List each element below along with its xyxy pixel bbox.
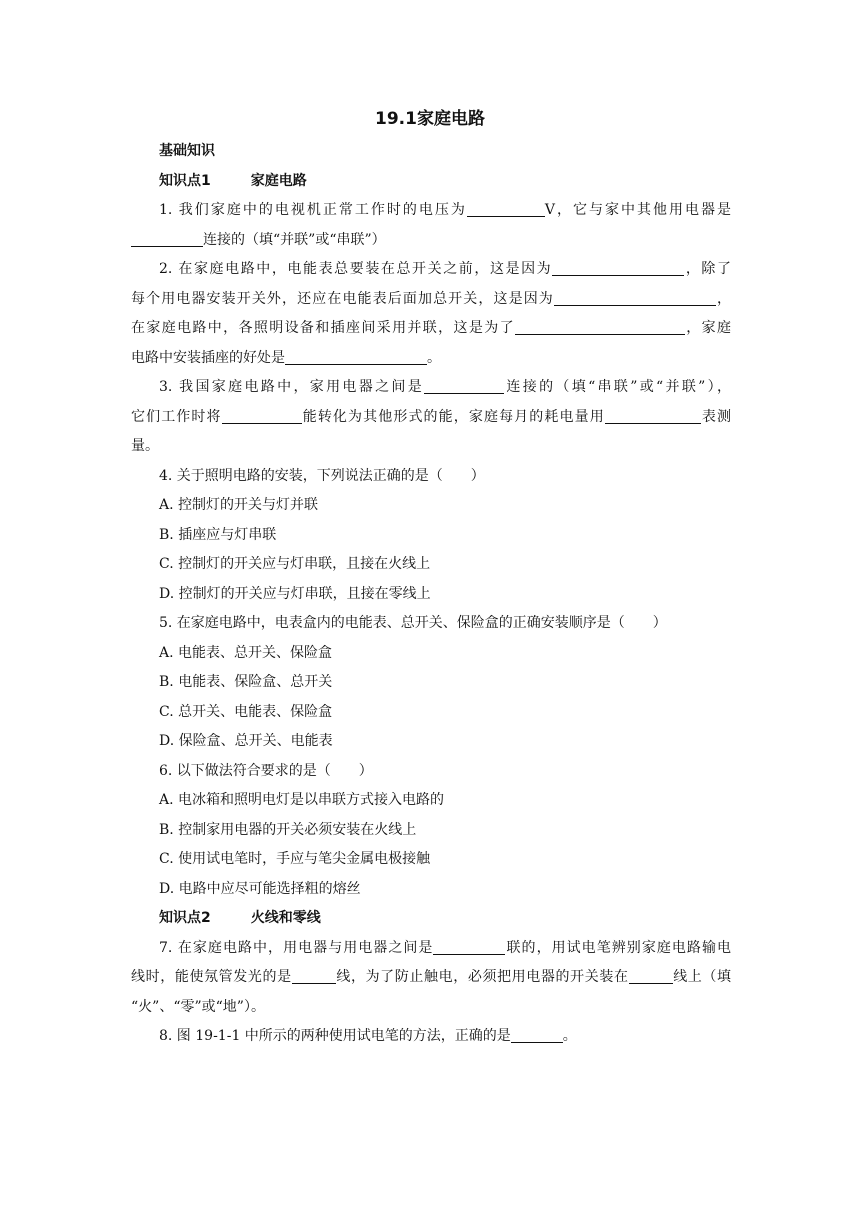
q3-text-a: 3. 我国家庭电路中，家用电器之间是 <box>159 379 425 395</box>
q2-blank-3[interactable] <box>515 318 685 335</box>
question-4-stem: 4. 关于照明电路的安装，下列说法正确的是（ ） <box>159 467 485 484</box>
question-6-option-c: C. 使用试电笔时，手应与笔尖金属电极接触 <box>159 851 431 867</box>
question-6-option-d: D. 电路中应尽可能选择粗的熔丝 <box>159 880 361 897</box>
q1-text-a: 1. 我们家庭中的电视机正常工作时的电压为 <box>159 202 467 218</box>
kp2-label: 知识点2 <box>159 910 211 926</box>
question-6-option-a: A. 电冰箱和照明电灯是以串联方式接入电路的 <box>159 792 445 808</box>
q3-text-c: 它们工作时将 <box>131 408 222 425</box>
q2-text-b: ，除了 <box>684 261 731 277</box>
question-7-line-1 <box>131 934 731 964</box>
question-1-line-2 <box>131 226 731 256</box>
q2-text-g: 电路中安装插座的好处是 <box>131 349 285 366</box>
q3-blank-2[interactable] <box>222 407 302 424</box>
q3-text-e: 表测 <box>700 408 731 425</box>
question-5-option-d: D. 保险盒、总开关、电能表 <box>159 733 333 749</box>
question-4-option-a: A. 控制灯的开关与灯并联 <box>159 497 319 513</box>
question-4-option-d: D. 控制灯的开关应与灯串联，且接在零线上 <box>159 585 431 602</box>
q3-text-d: 能转化为其他形式的能，家庭每月的耗电量用 <box>301 408 605 425</box>
page-title: 19.1家庭电路 <box>375 109 485 129</box>
q7-text-e: 线上（填 <box>672 969 731 985</box>
question-8-line-1 <box>131 1022 731 1052</box>
q2-text-f: ，家庭 <box>684 320 731 336</box>
kp2-name: 火线和零线 <box>250 910 321 926</box>
q7-text-f: “火”、“零”或“地”）。 <box>131 998 265 1015</box>
knowledge-point-2-heading <box>131 904 731 934</box>
q8-text-b: 。 <box>562 1028 577 1044</box>
question-4-option-b: B. 插座应与灯串联 <box>159 526 277 543</box>
question-2-line-4 <box>131 344 731 374</box>
question-6-option-b: B. 控制家用电器的开关必须安装在火线上 <box>159 821 417 838</box>
q7-blank-3[interactable] <box>629 967 673 984</box>
question-5-option-a: A. 电能表、总开关、保险盒 <box>159 644 333 661</box>
q2-text-e: 在家庭电路中，各照明设备和插座间采用并联，这是为了 <box>131 320 515 336</box>
q2-blank-2[interactable] <box>554 289 716 306</box>
q2-blank-4[interactable] <box>285 348 427 365</box>
question-3-line-1 <box>131 373 731 403</box>
q7-text-d: 线，为了防止触电，必须把用电器的开关装在 <box>335 969 629 985</box>
section-heading <box>131 137 731 167</box>
q2-text-d: ， <box>715 290 731 307</box>
question-6-stem: 6. 以下做法符合要求的是（ ） <box>159 762 373 779</box>
question-1-line-1 <box>131 196 731 226</box>
q7-blank-2[interactable] <box>292 967 336 984</box>
q7-text-a: 7. 在家庭电路中，用电器与用电器之间是 <box>159 939 434 956</box>
q7-blank-1[interactable] <box>433 938 505 955</box>
q1-text-b: V，它与家中其他用电器是 <box>544 202 731 218</box>
q1-blank-1[interactable] <box>467 200 545 217</box>
q3-blank-3[interactable] <box>605 407 701 424</box>
document-body <box>131 137 731 1052</box>
question-7-line-2 <box>131 963 731 993</box>
question-3-line-3 <box>131 432 731 462</box>
knowledge-point-1-heading <box>131 167 731 197</box>
q8-blank-1[interactable] <box>511 1026 563 1043</box>
question-2-line-2 <box>131 285 731 315</box>
q2-text-a: 2. 在家庭电路中，电能表总要装在总开关之前，这是因为 <box>159 261 553 277</box>
kp1-name: 家庭电路 <box>250 172 307 189</box>
question-2-line-1 <box>131 255 731 285</box>
question-5-option-b: B. 电能表、保险盒、总开关 <box>159 674 333 690</box>
question-4-option-c: C. 控制灯的开关应与灯串联，且接在火线上 <box>159 556 431 572</box>
q3-blank-1[interactable] <box>424 377 504 394</box>
question-5-option-c: C. 总开关、电能表、保险盒 <box>159 703 333 720</box>
question-7-line-3 <box>131 993 731 1023</box>
q2-blank-1[interactable] <box>552 259 684 276</box>
q2-text-c: 每个用电器安装开关外，还应在电能表后面加总开关，这是因为 <box>131 290 554 307</box>
q1-blank-2[interactable] <box>131 230 203 247</box>
question-3-line-2 <box>131 403 731 433</box>
section-label: 基础知识 <box>159 143 215 159</box>
q1-text-c: 连接的（填“并联”或“串联”） <box>203 231 386 248</box>
q7-text-b: 联的，用试电笔辨别家庭电路输电 <box>505 939 731 956</box>
q2-text-h: 。 <box>427 349 441 366</box>
q7-text-c: 线时，能使氖管发光的是 <box>131 969 292 985</box>
kp1-label: 知识点1 <box>159 172 211 189</box>
question-2-line-3 <box>131 314 731 344</box>
q3-text-b: 连接的（填“串联”或“并联”）， <box>504 379 731 395</box>
q3-text-f: 量。 <box>131 438 159 454</box>
q8-text-a: 8. 图 19-1-1 中所示的两种使用试电笔的方法，正确的是 <box>159 1028 511 1044</box>
question-5-stem: 5. 在家庭电路中，电表盒内的电能表、总开关、保险盒的正确安装顺序是（ ） <box>159 615 667 631</box>
